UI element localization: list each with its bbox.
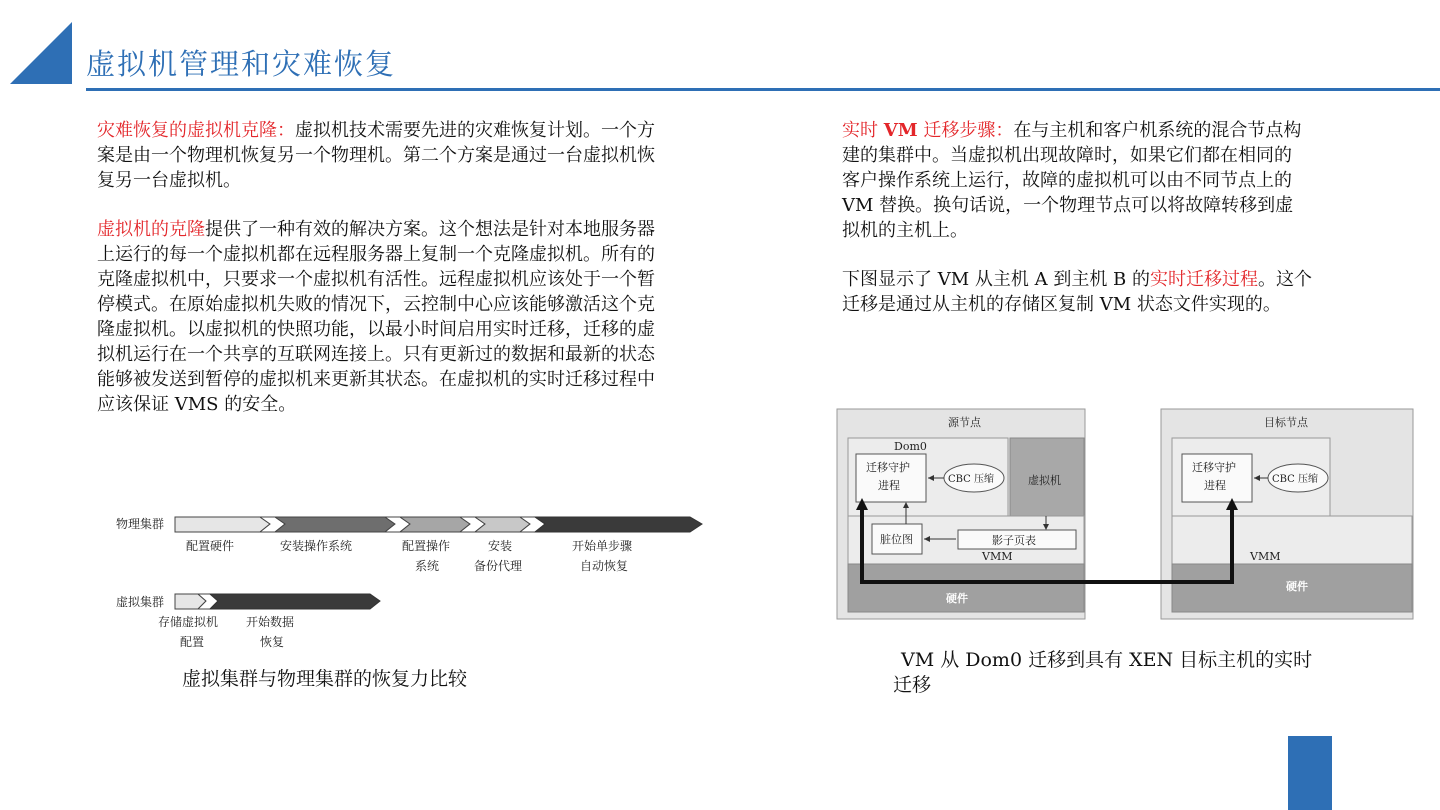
right-figure-caption <box>893 648 1363 698</box>
left-p2-line: 克隆虚拟机中，只要求一个虚拟机有活性。远程虚拟机应该处于一个暂 <box>97 269 655 290</box>
dom0-label: Dom0 <box>894 440 927 453</box>
right-p1-line: 拟机的主机上。 <box>842 220 968 241</box>
right-paragraph-2 <box>842 267 1402 317</box>
left-p2-line: 应该保证 VMS 的安全。 <box>97 394 297 415</box>
right-p1-lead-a: 实时 <box>842 120 884 141</box>
virtual-cluster-label: 虚拟集群 <box>116 595 165 609</box>
phys-step-arrow <box>275 517 395 532</box>
right-p1-line: 建的集群中。当虚拟机出现故障时，如果它们都在相同的 <box>842 145 1292 166</box>
right-p1-lead-c: 迁移步骤： <box>917 120 1014 141</box>
right-p1-line: 客户操作系统上运行，故障的虚拟机可以由不同节点上的 <box>842 170 1292 191</box>
left-p1-lead: 灾难恢复的虚拟机克隆： <box>97 120 295 141</box>
right-p1-first-line <box>842 118 1402 143</box>
physical-cluster-label: 物理集群 <box>116 517 165 531</box>
phys-step-label: 配置硬件 <box>186 539 235 553</box>
target-cbc-label: CBC 压缩 <box>1272 474 1319 485</box>
left-paragraph-1 <box>97 118 777 193</box>
virt-step-label: 恢复 <box>260 635 285 649</box>
phys-step-label: 备份代理 <box>474 559 523 573</box>
virt-step-label: 开始数据 <box>246 615 295 629</box>
right-caption-line2: 迁移 <box>893 674 932 696</box>
left-p2-lead: 虚拟机的克隆 <box>97 219 205 240</box>
source-vmm-label: VMM <box>982 550 1013 563</box>
right-p2-a: 下图显示了 VM 从主机 A 到主机 B 的 <box>842 269 1150 290</box>
right-p1-line1: 在与主机和客户机系统的混合节点构 <box>1013 120 1302 141</box>
page-accent-bar <box>1288 736 1332 810</box>
header-corner-triangle <box>10 22 72 84</box>
left-p2-line: 隆虚拟机。以虚拟机的快照功能，以最小时间启用实时迁移，迁移的虚 <box>97 319 655 340</box>
page-title: 虚拟机管理和灾难恢复 <box>86 47 397 81</box>
left-p2-line: 停模式。在原始虚拟机失败的情况下，云控制中心应该能够激活这个克 <box>97 294 655 315</box>
target-daemon-l2: 进程 <box>1204 479 1226 492</box>
phys-step-label: 开始单步骤 <box>572 539 633 553</box>
right-p2-first-line <box>842 267 1402 292</box>
right-p2-line2: 迁移是通过从主机的存储区复制 VM 状态文件实现的。 <box>842 294 1281 315</box>
target-vmm-box <box>1172 516 1412 564</box>
phys-step-label: 配置操作 <box>402 539 451 553</box>
left-figure-caption: 虚拟集群与物理集群的恢复力比较 <box>182 668 468 690</box>
left-p1-line3: 复另一台虚拟机。 <box>97 170 241 191</box>
right-paragraph-1 <box>842 118 1402 243</box>
virt-step-label: 存储虚拟机 <box>158 615 219 629</box>
target-daemon-l1: 迁移守护 <box>1192 461 1236 474</box>
target-hardware-label: 硬件 <box>1286 580 1308 593</box>
left-p1-line2: 案是由一个物理机恢复另一个物理机。第二个方案是通过一台虚拟机恢 <box>97 145 655 166</box>
title-underline <box>86 88 1440 91</box>
source-daemon-l1: 迁移守护 <box>866 461 910 474</box>
target-node-label: 目标节点 <box>1264 416 1308 429</box>
cluster-recovery-figure <box>110 508 720 658</box>
right-caption-line1: VM 从 Dom0 迁移到具有 XEN 目标主机的实时 <box>901 649 1313 671</box>
source-daemon-l2: 进程 <box>878 479 900 492</box>
virt-step-label: 配置 <box>180 635 205 649</box>
vm-label: 虚拟机 <box>1028 474 1061 487</box>
shadow-table-label: 影子页表 <box>992 534 1036 547</box>
left-p2-line: 能够被发送到暂停的虚拟机来更新其状态。在虚拟机的实时迁移过程中 <box>97 369 655 390</box>
phys-step-label: 安装操作系统 <box>280 539 353 553</box>
left-p2-first-line <box>97 217 777 242</box>
source-cbc-label: CBC 压缩 <box>948 474 995 485</box>
phys-step-label: 安装 <box>488 539 513 553</box>
target-vmm-label: VMM <box>1250 550 1281 563</box>
source-hardware-label: 硬件 <box>946 592 968 605</box>
phys-step-label: 系统 <box>415 559 440 573</box>
phys-step-label: 自动恢复 <box>580 559 629 573</box>
phys-step-arrow <box>175 517 270 532</box>
phys-step-arrow <box>400 517 470 532</box>
phys-step-arrow <box>535 517 702 532</box>
virt-step-arrow <box>210 594 380 609</box>
dirty-bitmap-label: 脏位图 <box>880 533 913 546</box>
right-p2-red: 实时迁移过程 <box>1150 269 1258 290</box>
left-p2-line: 上运行的每一个虚拟机都在远程服务器上复制一个克隆虚拟机。所有的 <box>97 244 655 265</box>
left-p2-line: 拟机运行在一个共享的互联网连接上。只有更新过的数据和最新的状态 <box>97 344 655 365</box>
right-p1-line: VM 替换。换句话说，一个物理节点可以将故障转移到虚 <box>842 195 1294 216</box>
right-p2-b: 。这个 <box>1258 269 1312 290</box>
right-p1-lead-b: VM <box>883 120 918 141</box>
source-node-label: 源节点 <box>948 416 981 429</box>
left-paragraph-2 <box>97 217 777 417</box>
left-p1-line1: 虚拟机技术需要先进的灾难恢复计划。一个方 <box>295 120 655 141</box>
left-p2-line1: 提供了一种有效的解决方案。这个想法是针对本地服务器 <box>205 219 655 240</box>
migration-figure <box>836 408 1416 622</box>
left-p1-first-line <box>97 118 777 143</box>
